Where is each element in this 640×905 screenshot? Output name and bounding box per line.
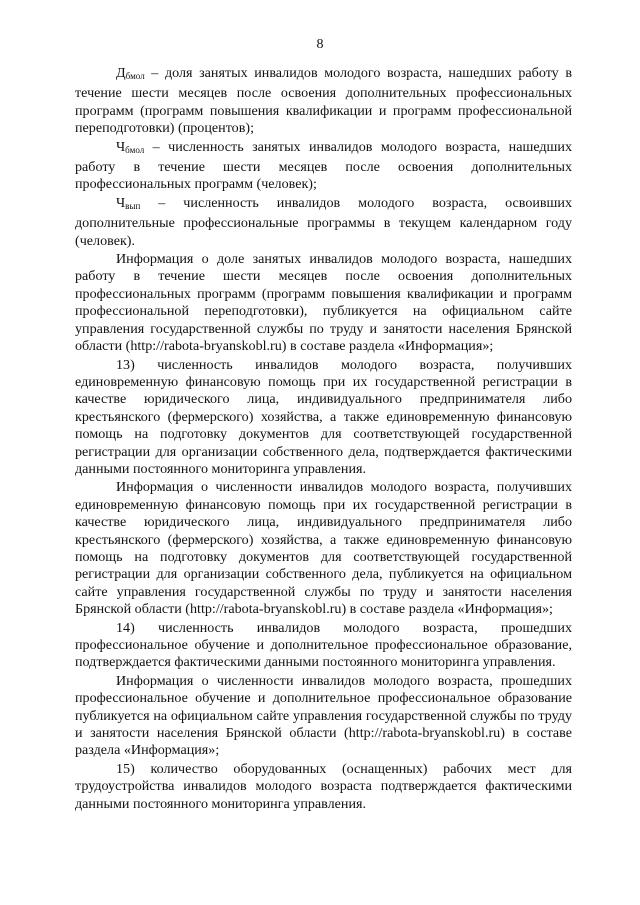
paragraph xyxy=(75,479,572,618)
formula-symbol: Ч xyxy=(116,194,126,211)
paragraph-text: – численность инвалидов молодого возраста, освоивших дополнительные профессиональные программы в текущем календарном году (человек). xyxy=(75,194,572,249)
paragraph xyxy=(75,673,572,760)
formula-symbol: Ч xyxy=(116,138,126,155)
paragraph-text: Информация о численности инвалидов молодого возраста, получивших единовременную финансовую помощь при их государственной регистрации в качестве юридического лица, индивидуального предпринимателя либо крестьянского (фермерского) хозяйства, а также единовременную финансовую помощь на подготовку документов для соответствующей государственной регистрации для организации собственного дела, публикуется на официальном сайте управления государственной службы по труду и занятости населения Брянской области (http://rabota-bryanskobl.ru) в составе раздела «Информация»; xyxy=(75,479,572,618)
paragraph xyxy=(75,761,572,813)
paragraph xyxy=(75,195,572,250)
paragraph-text: 13) численность инвалидов молодого возраста, получивших единовременную финансовую помощь при их государственной регистрации в качестве юридического лица, индивидуального предпринимателя либо крестьянского (фермерского) хозяйства, а также единовременную финансовую помощь на подготовку документов для соответствующей государственной регистрации для организации собственного дела, подтверждается фактическими данными постоянного мониторинга управления. xyxy=(75,356,572,477)
paragraph-text: – численность занятых инвалидов молодого возраста, нашедших работу в течение шести месяцев после освоения дополнительных профессиональных программ (человек); xyxy=(75,138,572,193)
formula-subscript: бмол xyxy=(125,144,145,155)
paragraph xyxy=(75,139,572,194)
formula-subscript: вып xyxy=(125,200,141,211)
paragraph-text: Информация о численности инвалидов молодого возраста, прошедших профессиональное обучение и дополнительное профессиональное образование публикуется на официальном сайте управления государственной службы по труду и занятости населения Брянской области (http://rabota-bryanskobl.ru) в составе раздела «Информация»; xyxy=(75,672,572,759)
paragraph xyxy=(75,65,572,138)
paragraph-text: 14) численность инвалидов молодого возраста, прошедших профессиональное обучение и дополнительное профессиональное образование, подтверждается фактическими данными постоянного мониторинга управления. xyxy=(75,619,572,671)
formula-subscript: бмол xyxy=(125,71,145,81)
paragraph xyxy=(75,357,572,479)
page-number: 8 xyxy=(316,37,324,52)
paragraph xyxy=(75,251,572,355)
formula-symbol: Д xyxy=(116,65,126,81)
paragraph-text: – доля занятых инвалидов молодого возраста, нашедших работу в течение шести месяцев после освоения дополнительных профессиональных программ (программ повышения квалификации и программ профессиональной переподготовки) (процентов); xyxy=(75,65,572,137)
paragraph-text: Информация о доле занятых инвалидов молодого возраста, нашедших работу в течение шести месяцев после освоения дополнительных профессиональных программ (программ повышения квалификации и программ профессиональной переподготовки), публикуется на официальном сайте управления государственной службы по труду и занятости населения Брянской области (http://rabota-bryanskobl.ru) в составе раздела «Информация»; xyxy=(75,251,572,355)
paragraph-text: 15) количество оборудованных (оснащенных) рабочих мест для трудоустройства инвалидов молодого возраста подтверждается фактическими данными постоянного мониторинга управления. xyxy=(75,760,572,812)
paragraph xyxy=(75,620,572,672)
document-body xyxy=(75,65,572,813)
